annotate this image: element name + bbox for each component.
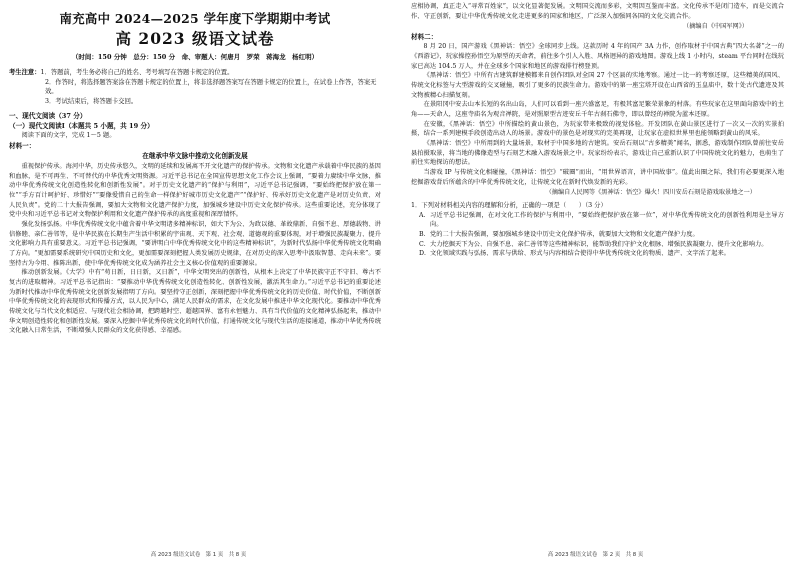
notice-item-2: 2．作答时，将选择题答案涂在答题卡规定的位置上，将非选择题答案写在答题卡规定的位置上，在试卷上作答，答案无效。 bbox=[45, 78, 377, 96]
subsection-heading: （一）现代文阅读Ⅰ（本题共 5 小题，共 19 分） bbox=[9, 122, 154, 131]
page-2 bbox=[397, 0, 794, 561]
paragraph: 重视保护传承。海河中华，历史传承悠久，文明的延续和发展离不开文化遗产的保护传承。文物和文化遗产承载着中华民族的基因和血脉，是不可再生、不可替代的中华优秀文明资源。习近平总书记在全国宣传思想文化工作会议上强调，“要着力赓续中华文脉，推动中华优秀传统文化创造性转化和创新性发展”。对于历史文化遗产的“保护与利用”，习近平总书记强调，“要始终把保护放在第一位”“手方百计呵护好、珍惜好”“要像爱惜自己的生命一样保护好城市历史文化遗产”“保护好、传承好历史文化遗产是对历史负责、对人民负责”。党的二十大报告强调，要加大文物和文化遗产保护力度，加强城乡建设中历史文化保护传承。这些重要论述，充分体现了党中央和习近平总书记对文物保护利用和文化遗产保护传承的高度重视和深厚情怀。 bbox=[9, 163, 381, 219]
article-title: 在继承中华文脉中推动文化创新发展 bbox=[142, 152, 248, 161]
notice-item-1: 1．答题前，考生务必将自己的姓名、考号填写在答题卡规定的位置。 bbox=[40, 69, 234, 76]
option-text: 文化领域实践与弘扬、需求与供给、形式与内容相结合使得中华优秀传统文化的物质、遗产、文字活了起来。 bbox=[430, 250, 730, 258]
option-d[interactable] bbox=[411, 249, 784, 259]
material-label: 材料二： bbox=[411, 33, 438, 42]
notice-item-3: 3．考试结束后，将答题卡交回。 bbox=[45, 97, 138, 105]
paragraph: 推动创新发展。《大学》中有“苟日新，日日新，又日新”，中华文明突出的创新性，从根本上决定了中华民族守正不守旧、尊古不复古的进取精神。习近平总书记指出：“要推动中华优秀传统文化创造性转化、创新性发展，激活其生命力。”习近平总书记的重要论述为新时代推动中华优秀传统文化创新发展指明了方向。要坚持守正创新，深刻把握中华优秀传统文化的历史价值、时代价值，不断创新中华优秀传统文化的表现形式和传播方式，以人民为中心，满足人民群众的需求，在文化发展中推进中华文化现代化。要推动中华优秀传统文化与当代文化相适应、与现代社会相协调，把跨越时空、超越国界、富有永恒魅力、具有当代价值的文化精神弘扬起来，推动中华文明创造性转化和创新性发展。要深入挖掘中华优秀传统文化的时代价值，打通传统文化与现代生活的连接通道，推动中华优秀传统文化融入日常生活，不断增强人民群众的文化获得感、幸福感。 bbox=[9, 269, 381, 335]
option-letter: D． bbox=[419, 250, 431, 258]
paragraph: 8 月 20 日，国产游戏《黑神话：悟空》全球同步上线。这款历时 4 年的国产 3A 力作，创作取材于中国古典“四大名著”之一的《西游记》，玩家操控孙悟空为原型的天命者，前往多个引人入胜、风格迥异的游戏地图。游戏上线 1 小时内，steam 平台同时在线玩家已高达 104.5 万人，并在全球多个国家和地区的游戏排行榜登顶。 bbox=[411, 43, 784, 70]
option-text: 习近平总书记强调，在对文化工作的保护与利用中，“要始终把保护放在第一位”，对中华优秀传统文化的创新性利用是主导方向。 bbox=[430, 211, 784, 229]
source-citation: （摘编自《中国军网》） bbox=[683, 23, 748, 31]
paragraph: 《黑神话：悟空》中所有古建筑群建模都来自创作团队对全国 27 个区县的实地考察。通过一比一的考察还原，这些精美的国风、传统文化标签与大型游戏的交叉碰撞，吸引了更多的民族生命力。游戏中的第一座宝塔开设在山西省的玉皇庙中，数十处古代遗迹及其文物被精心扫描复刻。 bbox=[411, 72, 784, 99]
section-heading: 一、现代文阅读（37 分） bbox=[9, 112, 87, 121]
paragraph: 《黑神话：悟空》中所用到的大量场景，取材于中国多地的古建筑。安岳石刻以“古多精美”闻名，据悉，游戏制作团队曾前往安岳县拍摄取景，将当地的佛像造型与石刻艺术融入游戏场景之中。玩家纷纷表示，游戏让自己重新认识了中国传统文化的魅力，也萌生了前往实地探访的想法。 bbox=[411, 139, 784, 167]
page-footer: 高 2023 级语文试卷 第 2 页 共 8 页 bbox=[547, 552, 644, 558]
paragraph: 应相协调，真正走入“寻常百姓家”，以文化显著促发展。文明国交流而多彩，文明因互鉴而丰富。文化传承不是闭门造车，而是交流合作、守正创新，要让中华优秀传统文化走进更多的国家和地区，广泛深入加强同各国的文化交流合作。 bbox=[411, 3, 784, 20]
option-b[interactable] bbox=[411, 230, 784, 240]
option-c[interactable] bbox=[411, 240, 784, 250]
notice-label: 考生注意： bbox=[9, 69, 41, 76]
exam-title: 南充高中 2024—2025 学年度下学期期中考试 bbox=[59, 11, 331, 26]
option-letter: A． bbox=[419, 211, 430, 219]
material-label: 材料一： bbox=[9, 142, 36, 151]
exam-meta: （时间：150 分钟 总分：150 分 命、审题人：何唐月 罗荣 蒋海龙 杨红明） bbox=[71, 53, 319, 61]
notice-block bbox=[9, 68, 381, 106]
question-1: 1．下列对材料相关内容的理解和分析，正确的一项是（ ）（3 分） bbox=[411, 202, 607, 210]
exam-subtitle: 高 2023 级语文试卷 bbox=[115, 29, 275, 48]
page-footer: 高 2023 级语文试卷 第 1 页 共 8 页 bbox=[150, 552, 247, 558]
option-letter: B． bbox=[419, 230, 430, 238]
paragraph: 在安徽，《黑神话：悟空》中所描绘的黄山景色，为玩家带来极致的视觉体验。开发团队在黄山景区进行了一次又一次的实景拍摄，结合一系列建模手段创造出动人的场景。游戏中的景色是对现实的完美再现，让玩家在虚拟世界里也能领略到黄山的风采。 bbox=[411, 120, 784, 138]
option-a[interactable] bbox=[411, 211, 784, 230]
option-letter: C． bbox=[419, 240, 431, 248]
paragraph: 强化发扬弘扬。中华优秀传统文化中蕴含着中华文明诸多精神标识，如大下为公、为政以德、革故鼎新、自强不息、厚德载物、讲信修睦、亲仁善邻等，是中华民族在长期生产生活中积累的宇宙观、天下观、社会观、道德观的重要体现，对于增强民族凝聚力、提升文化影响力具有重要意义。习近平总书记强调，“要讲明白中华优秀传统文化中的这些精神标识”，为新时代弘扬中华优秀传统文化明确了方向。“更加需要系统研究中国历史和文化，更加需要深刻把握人类发展历史规律，在对历史的深入思考中汲取智慧、走向未来”。要坚持古为今用、推陈出新，使中华优秀传统文化成为涵养社会主义核心价值观的重要源泉。 bbox=[9, 220, 381, 267]
source-citation: （摘编自人民网等《黑神话：悟空》爆火！四川安岳石刻是游戏取景地之一） bbox=[545, 189, 756, 197]
instruction: 阅读下面的文字，完成 1～5 题。 bbox=[21, 132, 116, 140]
option-text: 党的二十大报告强调，要加强城乡建设中历史文化保护传承，就要加大文物和文化遗产保护力度。 bbox=[430, 230, 699, 238]
paragraph: 当游戏 IP 与传统文化相碰撞，《黑神话：悟空》“破圈”而出，“用世界语言，讲中国故事”。值此出圈之际，我们有必要更深入地挖掘游戏背后所蕴含的中华优秀传统文化，让传统文化在新时代焕发新的光彩。 bbox=[411, 168, 784, 186]
option-text: 大力挖掘天下为公、自强不息、亲仁善邻等这些精神标识，能帮助我们守护文化根脉、增强民族凝聚力、提升文化影响力。 bbox=[430, 240, 768, 248]
paragraph: 在景阳冈中安去山本长短的名出山岛，人们可以看到一座兴盛富足，有极其富足繁荣景象的村落。有些玩家在这里面向游戏中的主角——天命人，这座寺庙名为观音禅院，是对照原型古迹安丘千年古刹石佛寺，即以曾经的禅院为蓝本还原。 bbox=[411, 101, 784, 118]
